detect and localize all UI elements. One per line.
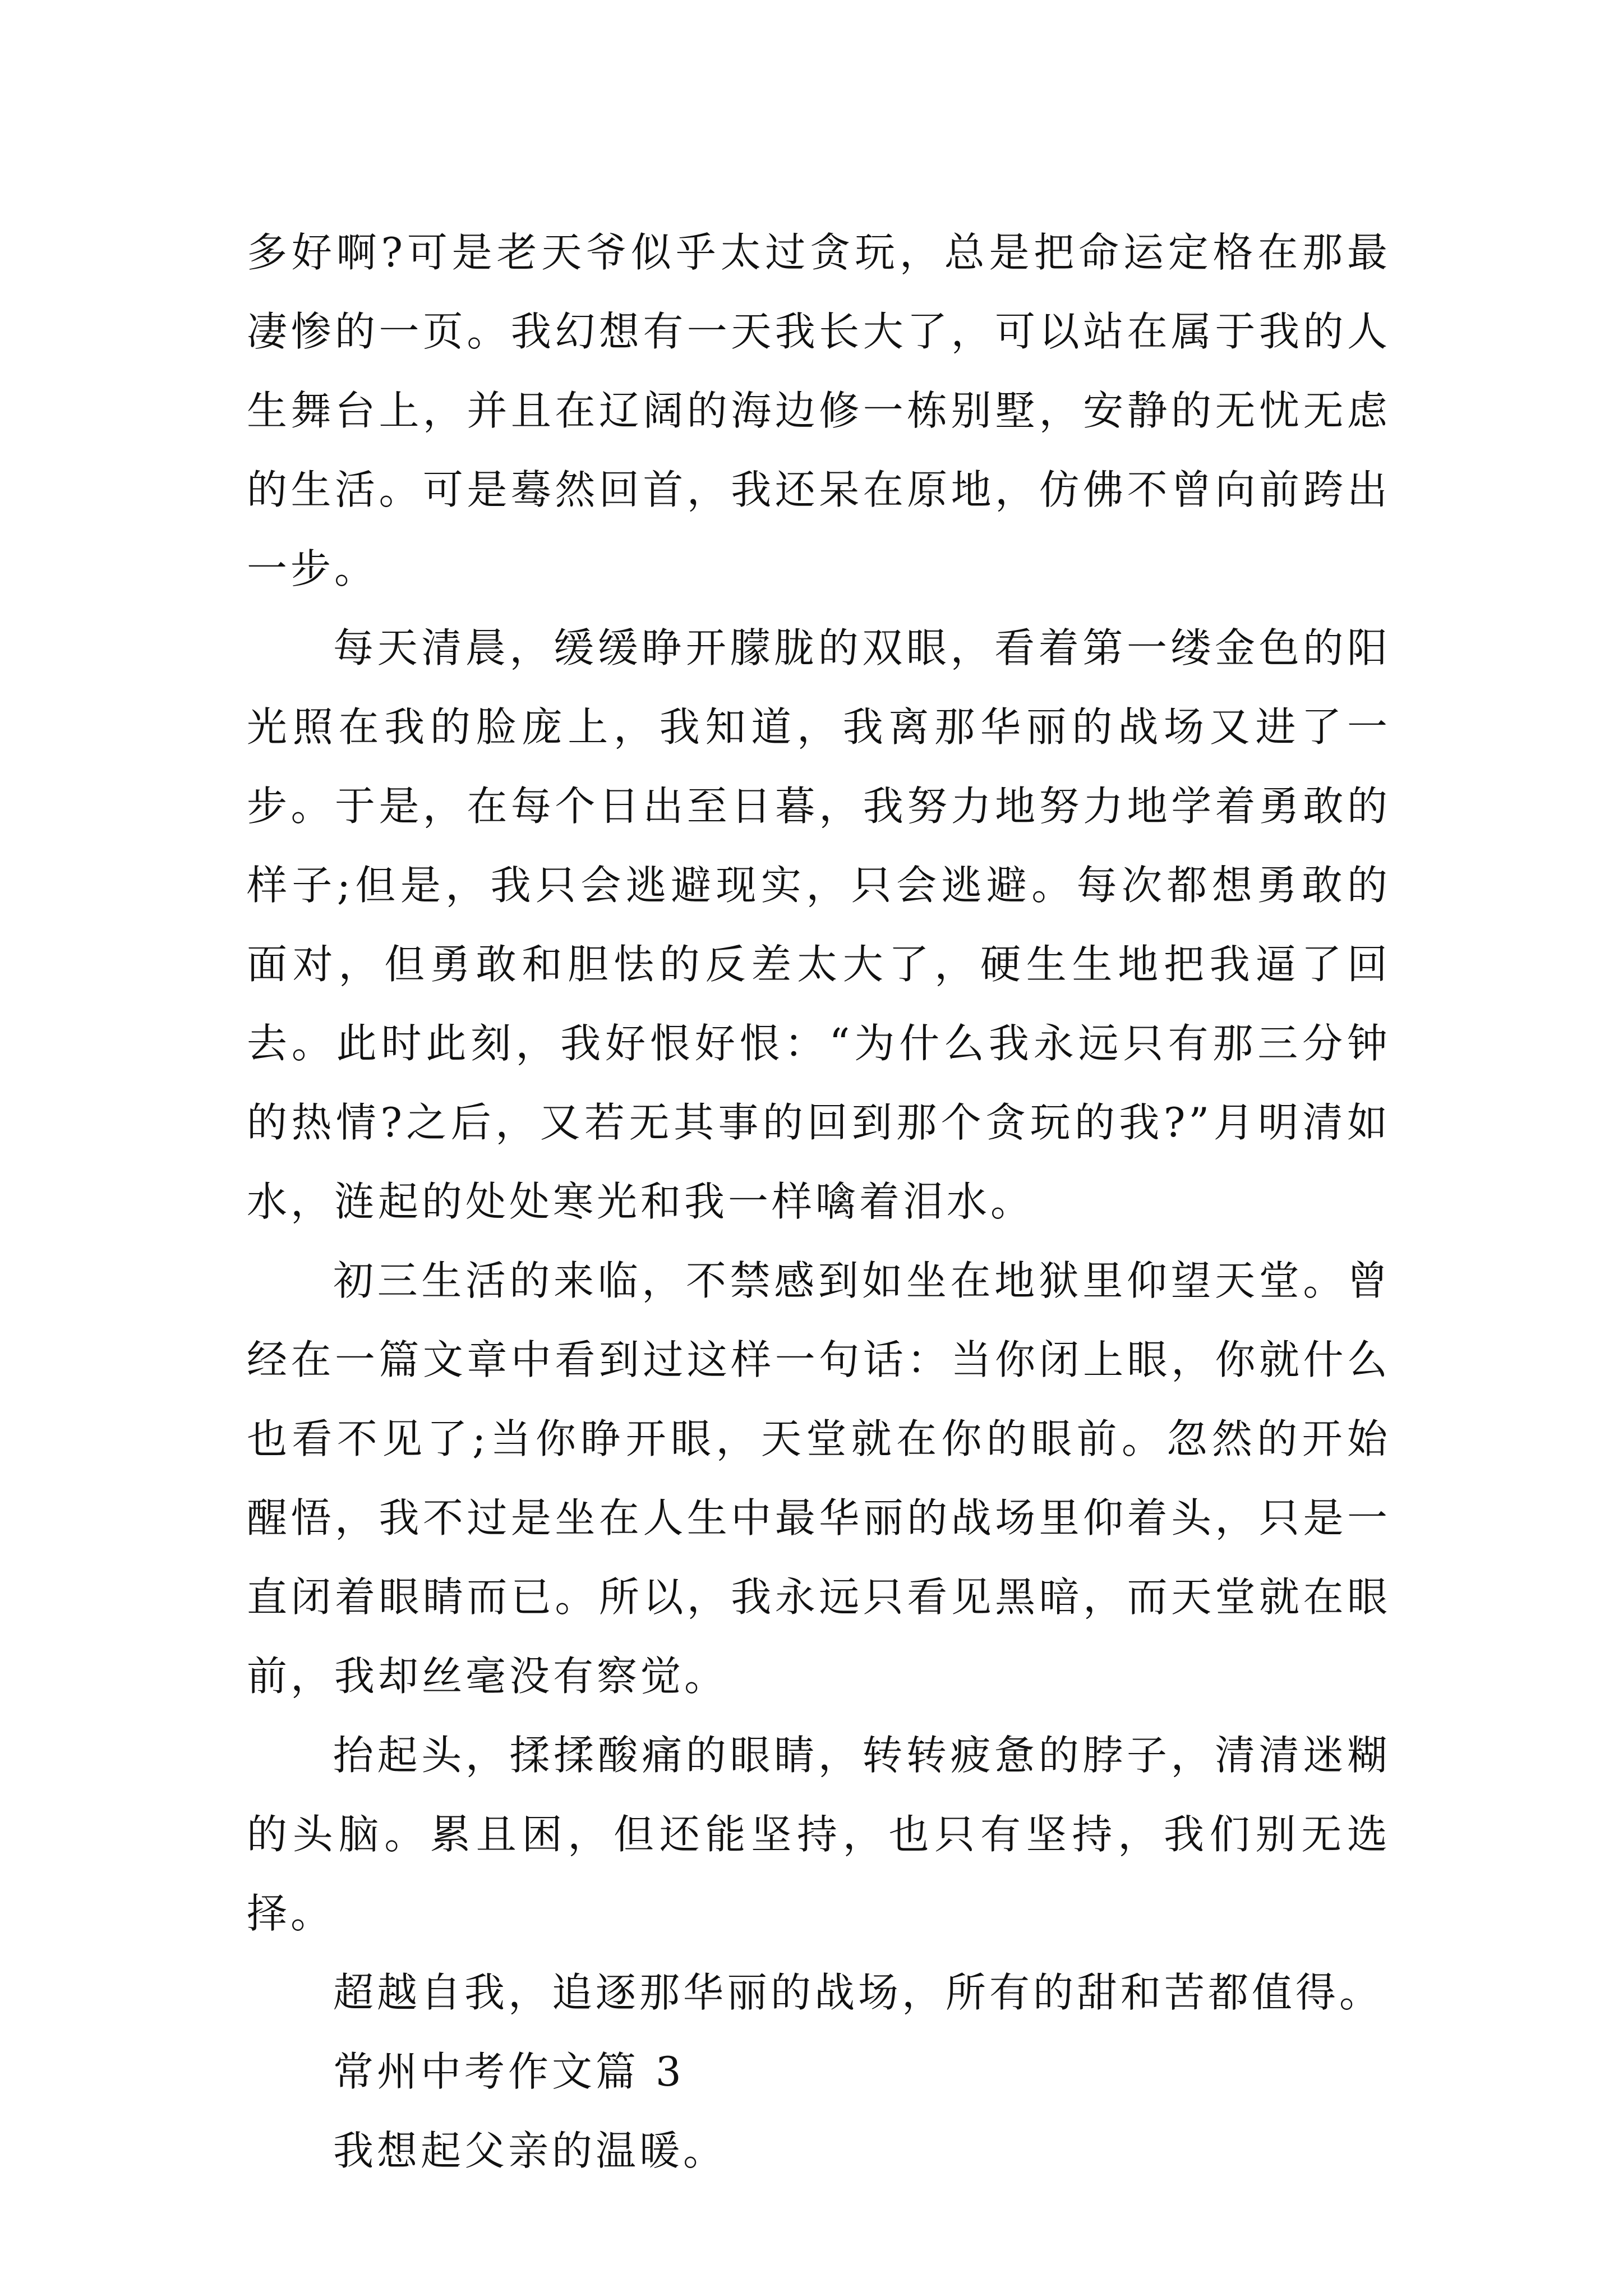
paragraph-1: 多好啊?可是老天爷似乎太过贪玩，总是把命运定格在那最凄惨的一页。我幻想有一天我长大了，可以站在属于我的人生舞台上，并且在辽阔的海边修一栋别墅，安静的无忧无虑的生活。可是蓦然回首，我还呆在原地，仿佛不曾向前跨出一步。 [247,229,1391,592]
paragraph-3: 初三生活的来临，不禁感到如坐在地狱里仰望天堂。曾经在一篇文章中看到过这样一句话：当你闭上眼，你就什么也看不见了;当你睁开眼，天堂就在你的眼前。忽然的开始醒悟，我不过是坐在人生中最华丽的战场里仰着头，只是一直闭着眼睛而已。所以，我永远只看见黑暗，而天堂就在眼前，我却丝毫没有察觉。 [247,1257,1391,1700]
article-body [247,213,1391,2191]
paragraph-2: 每天清晨，缓缓睁开朦胧的双眼，看着第一缕金色的阳光照在我的脸庞上，我知道，我离那华丽的战场又进了一步。于是，在每个日出至日暮，我努力地努力地学着勇敢的样子;但是，我只会逃避现实，只会逃避。每次都想勇敢的面对，但勇敢和胆怯的反差太大了，硬生生地把我逼了回去。此时此刻，我好恨好恨：“为什么我永远只有那三分钟的热情?之后，又若无其事的回到那个贪玩的我?”月明清如水，涟起的处处寒光和我一样噙着泪水。 [247,624,1391,1225]
paragraph-4: 抬起头，揉揉酸痛的眼睛，转转疲惫的脖子，清清迷糊的头脑。累且困，但还能坚持，也只有坚持，我们别无选择。 [247,1732,1391,1937]
paragraph-5: 超越自我，追逐那华丽的战场，所有的甜和苦都值得。 [333,1969,1384,2016]
paragraph-6: 我想起父亲的温暖。 [333,2127,727,2174]
section-heading: 常州中考作文篇 3 [333,2048,685,2095]
